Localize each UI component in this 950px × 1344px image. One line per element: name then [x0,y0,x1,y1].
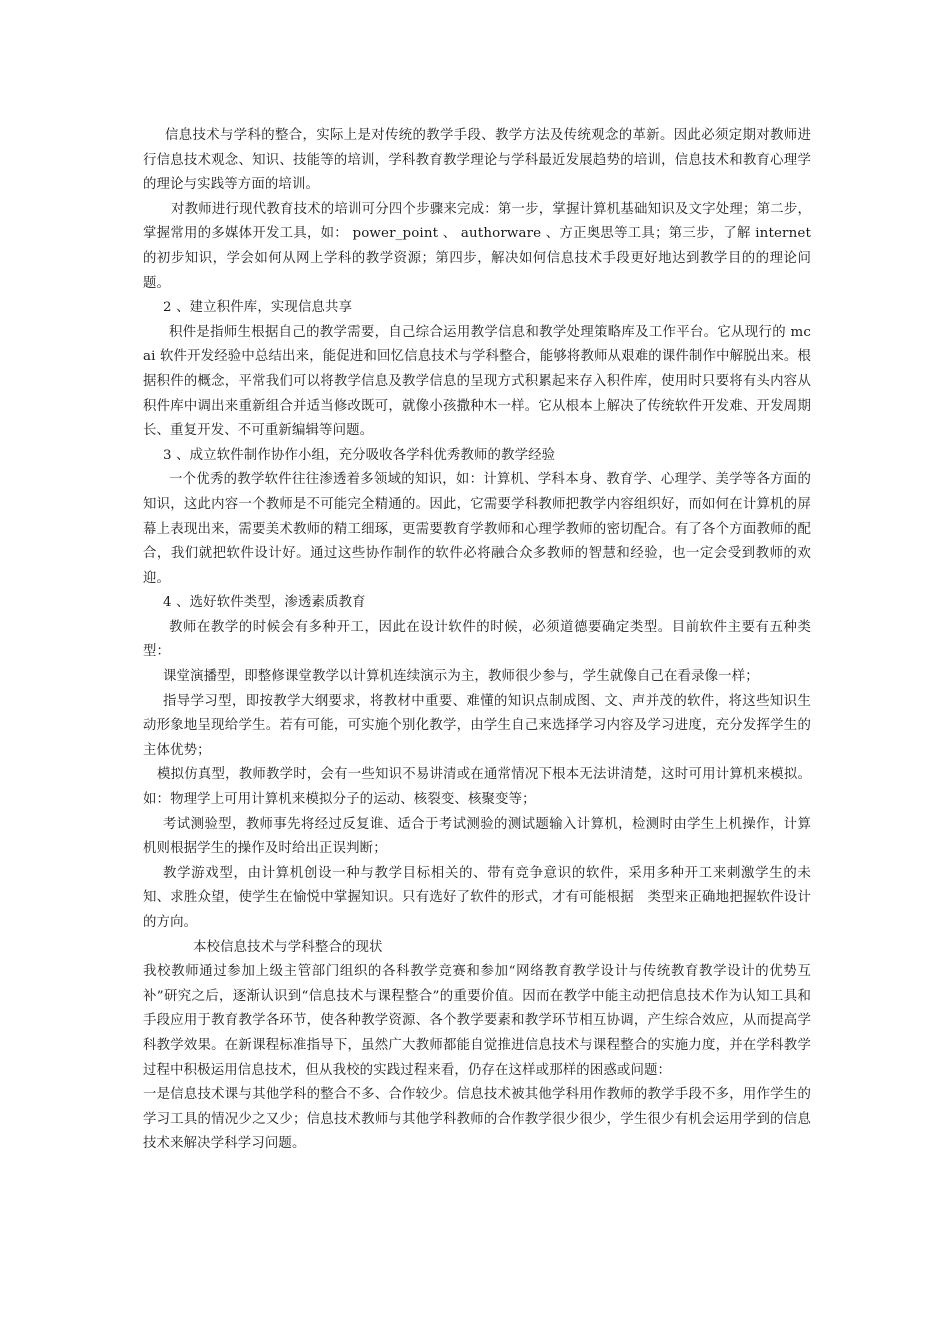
section-heading-2: 2 、建立积件库，实现信息共享 [163,300,353,316]
paragraph-type-simulation: 模拟仿真型，教师教学时，会有一些知识不易讲清或在通常情况下根本无法讲清楚，这时可用计算机来模拟。如：物理学上可用计算机来模拟分子的运动、核裂变、核聚变等； [143,767,811,808]
paragraph-teacher-training: 信息技术与学科的整合，实际上是对传统的教学手段、教学方法及传统观念的革新。因此必须定期对教师进行信息技术观念、知识、技能等的培训，学科教育教学理论与学科最近发展趋势的培训，信息技术和教育心理学的理论与实践等方面的培训。 [143,128,811,193]
paragraph-four-steps: 对教师进行现代教育技术的培训可分四个步骤来完成：第一步，掌握计算机基础知识及文字处理；第二步，掌握常用的多媒体开发工具，如： power_point 、 authorware 、方正奥思等工具；第三步，了解 internet 的初步知识，学会如何从网上学科的教学资源；第四步，解决如何信息技术手段更好地达到教学目的的理论问题。 [143,201,811,291]
section-heading-status: 本校信息技术与学科整合的现状 [193,939,383,955]
paragraph-school-status: 我校教师通过参加上级主管部门组织的各科教学竞赛和参加“网络教育教学设计与传统教育教学设计的优势互补”研究之后，逐渐认识到“信息技术与课程整合”的重要价值。因而在教学中能主动把信息技术作为认知工具和手段应用于教育教学各环节，使各种教学资源、各个教学要素和教学环节相互协调，产生综合效应，从而提高学科教学效果。在新课程标准指导下，虽然广大教师都能自觉推进信息技术与课程整合的实施力度，并在学科教学过程中积极运用信息技术，但从我校的实践过程来看，仍存在这样或那样的困惑或问题： [143,964,811,1078]
paragraph-problem-one: 一是信息技术课与其他学科的整合不多、合作较少。信息技术被其他学科用作教师的教学手段不多，用作学生的学习工具的情况少之又少；信息技术教师与其他学科教师的合作教学很少很少，学生很少有机会运用学到的信息技术来解决学科学习问题。 [143,1087,811,1152]
paragraph-courseware-library: 积件是指师生根据自己的教学需要，自己综合运用教学信息和教学处理策略库及工作平台。它从现行的 mcai 软件开发经验中总结出来，能促进和回忆信息技术与学科整合，能够将教师从艰难的课件制作中解脱出来。根据积件的概念，平常我们可以将教学信息及教学信息的呈现方式积累起来存入积件库，使用时只要将有头内容从积件库中调出来重新组合并适当修改既可，就像小孩撒种木一样。它从根本上解决了传统软件开发难、开发周期长、重复开发、不可重新编辑等问题。 [143,324,811,439]
paragraph-collaboration: 一个优秀的教学软件往往渗透着多领域的知识，如：计算机、学科本身、教育学、心理学、美学等各方面的知识，这此内容一个教师是不可能完全精通的。因此，它需要学科教师把教学内容组织好，而如何在计算机的屏幕上表现出来，需要美术教师的精工细琢，更需要教育学教师和心理学教师的密切配合。有了各个方面教师的配合，我们就把软件设计好。通过这些协作制作的软件必将融合众多教师的智慧和经验，也一定会受到教师的欢迎。 [143,472,811,586]
paragraph-type-game: 教学游戏型，由计算机创设一种与教学目标相关的、带有竞争意识的软件，采用多种开工来刺激学生的未知、求胜众望，使学生在愉悦中掌握知识。只有选好了软件的形式，才有可能根据 类型来正确地把握软件设计的方向。 [143,865,811,930]
document-body [143,124,811,1157]
paragraph-type-testing: 考试测验型，教师事先将经过反复谁、适合于考试测验的测试题输入计算机，检测时由学生上机操作，计算机则根据学生的操作及时给出正误判断； [143,816,811,857]
paragraph-type-guided: 指导学习型，即按教学大纲要求，将教材中重要、难懂的知识点制成图、文、声并茂的软件，将这些知识生动形象地呈现给学生。若有可能，可实施个别化教学，由学生自己来选择学习内容及学习进度，充分发挥学生的主体优势； [143,693,811,758]
section-heading-4: 4 、选好软件类型，渗透素质教育 [163,595,366,611]
paragraph-software-types-intro: 教师在教学的时候会有多种开工，因此在设计软件的时候，必须道德要确定类型。目前软件主要有五种类型： [143,619,811,660]
paragraph-type-classroom: 课堂演播型，即整修课堂教学以计算机连续演示为主，教师很少参与，学生就像自己在看录像一样； [163,669,759,685]
section-heading-3: 3 、成立软件制作协作小组，充分吸收各学科优秀教师的教学经验 [163,447,556,463]
